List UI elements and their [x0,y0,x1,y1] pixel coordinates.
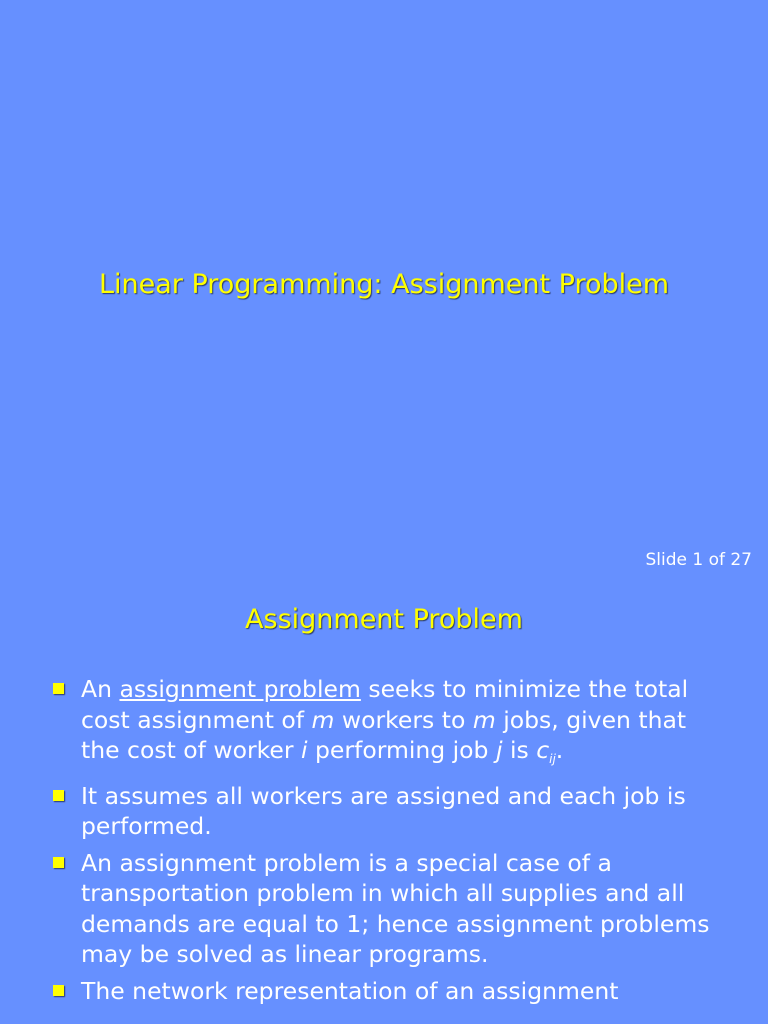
bullet-1-text-d: performing job [307,736,496,764]
bullet-item-4 [50,976,710,1007]
slide-2 [0,580,768,1024]
bullet-2-text: It assumes all workers are assigned and each job is performed. [81,781,686,840]
bullet-3-text: An assignment problem is a special case of a transportation problem in which all supplies and all demands are equal to 1; hence assignment problems may be solved as linear programs. [81,848,710,968]
square-bullet-icon [53,985,64,996]
bullet-1-text-pre: An [81,675,120,703]
bullet-1-end: . [555,736,564,764]
var-c-subscript: ij [549,752,556,766]
bullet-1-text-b: workers to [334,705,473,734]
bullet-4-text: The network representation of an assignment [81,976,619,1005]
bullet-item-3 [50,848,710,970]
assignment-problem-term: assignment problem [119,675,361,703]
slide-counter: Slide 1 of 27 [645,550,752,570]
var-m-1: m [311,705,335,734]
bullet-1-text-a: seeks to minimize the total cost assignment of [81,675,689,734]
square-bullet-icon [53,683,64,694]
square-bullet-icon [53,790,64,801]
var-m-2: m [472,705,496,734]
slide-1-title: Linear Programming: Assignment Problem [98,269,670,300]
bullet-item-2 [50,781,710,842]
bullet-item-1 [50,674,710,775]
var-j: j [495,736,503,764]
bullet-list [50,674,710,1012]
var-c: c [536,736,550,764]
bullet-1-text-c: jobs, given that the cost of worker [81,705,687,764]
var-i: i [301,736,308,764]
bullet-1-text-e: is [502,736,537,764]
square-bullet-icon [53,857,64,868]
slide-2-title: Assignment Problem [245,604,523,635]
